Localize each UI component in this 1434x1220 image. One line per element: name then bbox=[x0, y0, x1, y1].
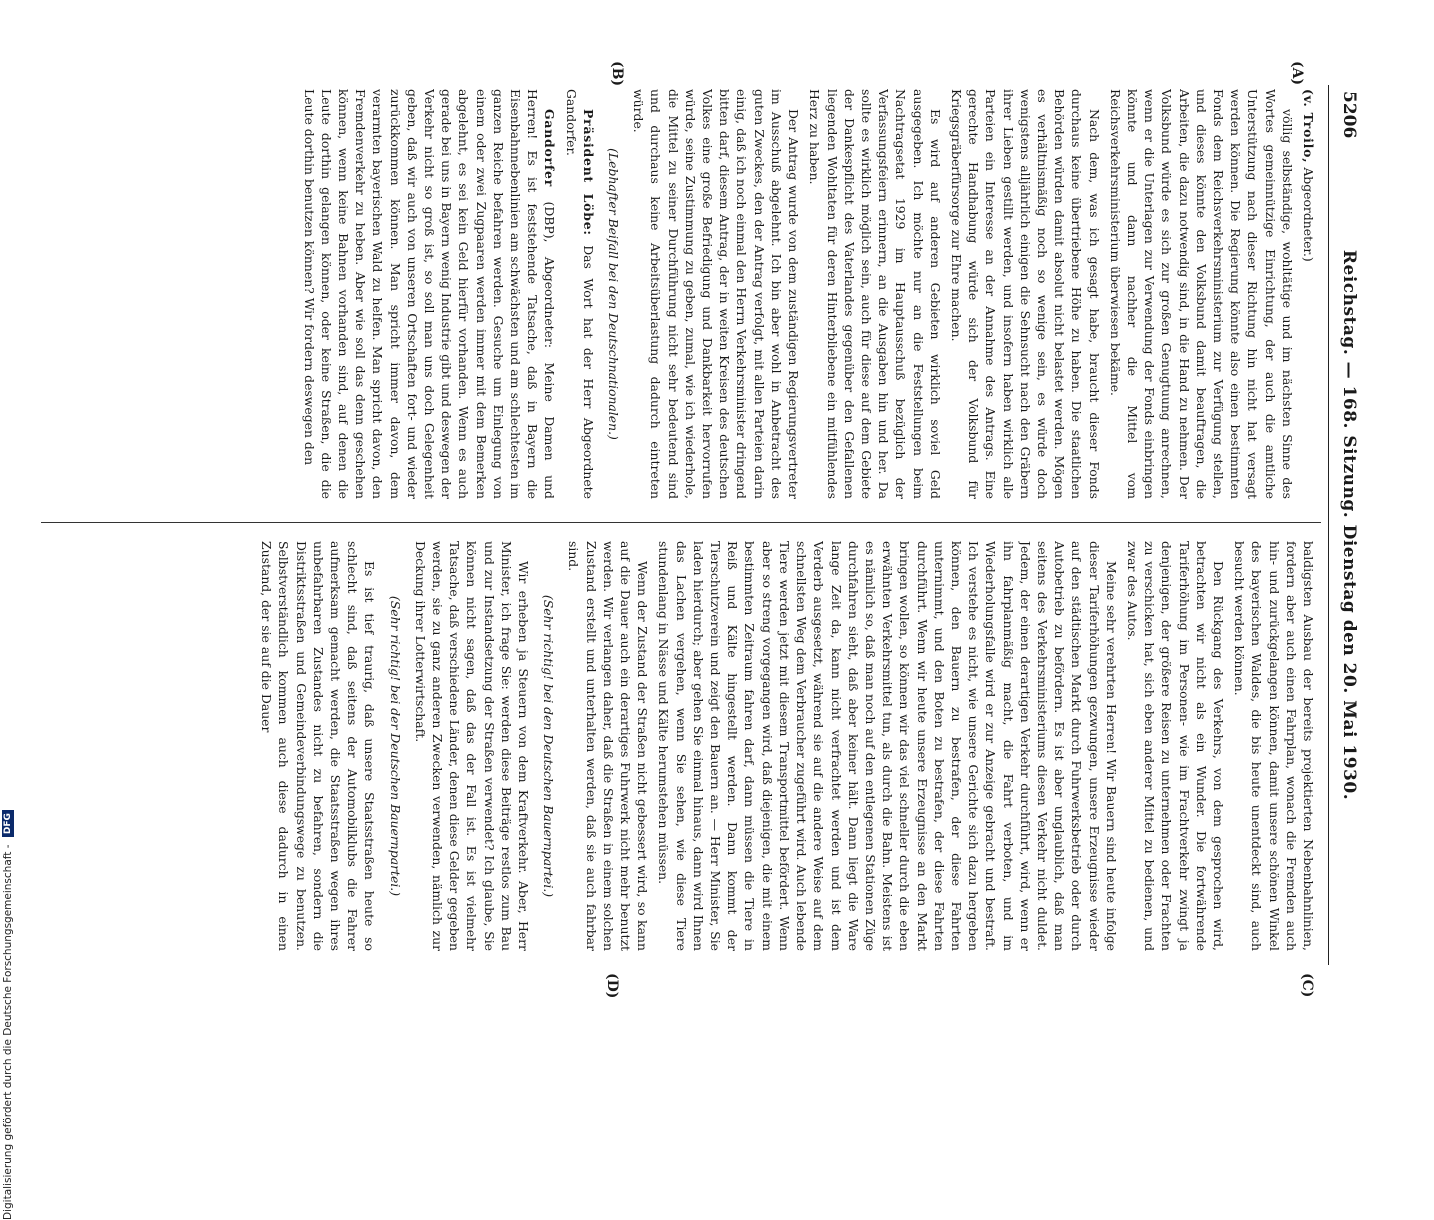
interjection-note: (Sehr richtig! bei der Deutschen Bauernpartei.) bbox=[387, 595, 403, 897]
left-column bbox=[47, 89, 1317, 499]
digitization-note-text: Digitalisierung gefördert durch die Deutsche Forschungsgemeinschaft - bbox=[2, 844, 14, 1220]
margin-marker-c: (C) bbox=[1299, 973, 1315, 998]
speech-paragraph bbox=[300, 89, 558, 499]
speech-paragraph bbox=[562, 89, 596, 499]
body-paragraph: Nach dem, was ich gesagt habe, braucht dieser Fonds durchaus keine übertriebene Höhe zu haben. Die staatlichen Behörden würden damit absolut nicht belastet werden. Mögen es verhältnismäßig noch so wenige sein, es würde doch wenigstens alljährlich einigen die Sehnsucht nach den Gräbern ihrer Lieben gestillt werden, und insofern haben wirklich alle Parteien ein Interesse an der Annahme des Antrags. Eine gerechte Handhabung würde sich der Volksbund für Kriegsgräberfürsorge zur Ehre machen. bbox=[948, 89, 1102, 499]
speaker-name: Präsident Löbe: bbox=[580, 109, 596, 236]
body-paragraph: Meine sehr verehrten Herren! Wir Bauern sind heute infolge dieser Tariferhöhungen gezwungen, unsere Erzeugnisse wieder auf den städtischen Markt durch Fuhrwerksbetrieb oder durch Autobetrieb zu befördern. Es ist aber unglaublich, daß man seitens des Verkehrsministeriums diesen Verkehr nicht duldet. Jedem, der einen derartigen Verkehr durchführt, wird, wenn er ihn fahrplanmäßig macht, die Fahrt verboten, und im Wiederholungsfalle wird er zur Anzeige gebracht und bestraft. Ich verstehe es nicht, wie unsere Gerichte sich dazu hergeben können, den Bauern zu bestrafen, der diese Fahrten unternimmt, und den Boten zu bestrafen, der diese Fahrten durchführt. Wenn wir heute unsere Erzeugnisse an den Markt bringen wollen, so können wir das viel schneller durch die eben erwähnten Verkehrsmittel tun, als durch die Bahn. Meistens ist es nämlich so, daß man noch auf den entlegenen Stationen Züge durchfahren sieht, daß aber keiner hält. Dann liegt die Ware lange Zeit da, kann nicht verfrachtet werden und ist dem Verderb ausgesetzt, während sie auf die andere Weise auf dem schnellsten Weg dem Verbraucher zugeführt wird. Auch lebende Tiere werden jetzt mit diesem Transportmittel befördert. Wenn aber so streng vorgegangen wird, daß diejenigen, die mit einem bestimmten Zeitraum fahren darf, dann müssen die Tiere in Reiß und Kälte hingestellt werden. Dann kommt der Tierschutzverein und zeigt den Bauern an. — Herr Minister, Sie laden hierdurch; aber gehen Sie einmal hinaus, dann wird Ihnen das Lachen vergehen, wenn Sie sehen, wie diese Tiere stundenlang in Nässe und Kälte herumstehen müssen. bbox=[656, 541, 1119, 951]
digitization-note bbox=[2, 460, 18, 1220]
speaker-continuation bbox=[1300, 89, 1317, 499]
page-number: 5206 bbox=[1339, 91, 1359, 139]
body-paragraph: Es wird auf anderen Gebieten wirklich soviel Geld ausgegeben. Ich möchte nur an die Feststellungen beim Nachtragsetat 1929 im Hauptausschuß bezüglich der Verfassungsfeiern erinnern, an die Ausgaben hin und her. Da sollte es wirklich möglich sein, auch für diese auf dem Gebiete der Dankespflicht des Vaterlandes gegenüber den Gefallenen liegenden Wohltaten für deren Hinterbliebene ein mitfühlendes Herz zu haben. bbox=[807, 89, 943, 499]
margin-marker-b: (B) bbox=[609, 61, 625, 87]
speaker-role: Abgeordneter.) bbox=[1301, 167, 1316, 262]
body-paragraph: Den Rückgang des Verkehrs, von dem gesprochen wird, betrachten wir nicht als ein Wunder. Die fortwährende Tariferhöhung im Personen- wie im Frachtverkehr zwingt ja denjenigen, der größere Reisen zu unternehmen oder Frachten zu verschicken hat, sich eben anderer Mittel zu bedienen, und zwar des Autos. bbox=[1124, 541, 1226, 951]
document-page bbox=[35, 61, 1365, 999]
page-title: Reichstag. — 168. Sitzung. Dienstag den 20. Mai 1930. bbox=[1339, 249, 1359, 801]
right-column bbox=[47, 541, 1317, 951]
body-paragraph: baldigsten Ausbau der bereits projektierten Nebenbahnlinien, fordern aber auch einen Fahrplan, wonach die Fremden auch hin- und zurückgelangen können, damit unsere schönen Winkel des bayerischen Waldes, die bis heute unentdeckt sind, auch besucht werden können. bbox=[1232, 541, 1316, 951]
body-paragraph: Wir erheben ja Steuern von dem Kraftverkehr. Aber, Herr Minister, ich frage Sie: werden diese Beiträge restlos zum Bau und zur Instandsetzung der Straßen verwendet? Ich glaube, Sie können nicht sagen, daß das der Fall ist. Es ist vielmehr Tatsache, daß verschiedene Länder, denen diese Gelder gegeben werden, sie zu ganz anderen Zwecken verwenden, nämlich zur Deckung ihrer Lotterwirtschaft. bbox=[412, 541, 532, 951]
margin-marker-a: (A) bbox=[1289, 61, 1305, 86]
paragraph-text: (DBP), Abgeordneter: Meine Damen und Herren! Es ist feststehende Tatsache, daß in Bayern die Eisenbahnnebenlinien am schwächsten und am schlechtesten im ganzen Reiche befahren werden. Gesuche um Einlegung von einem oder zwei Zugpaaren werden immer mit dem Bemerken abgelehnt, es sei kein Geld hierfür vorhanden. Wenn es auch gerade bei uns in Bayern wenig Industrie gibt und deswegen der Verkehr nicht so groß ist, so soll man uns doch Gelegenheit geben, daß wir auch von unseren Ortschaften fort- und wieder zurückkommen können. Man spricht immer davon, dem verarmten bayerischen Wald zu helfen. Man spricht davon, den Fremdenverkehr zu heben. Aber wie soll das denn geschehen können, wenn keine Bahnen vorhanden sind, auf denen die Leute dorthin gelangen können, oder keine Straßen, die die Leute dorthin benutzen können? Wir fordern deswegen den bbox=[301, 89, 558, 499]
body-paragraph: völlig selbständige, wohltätige und im nächsten Sinne des Wortes gemeinnützige Einrichtung, der auch die amtliche Unterstützung nach dieser Richtung hin nicht hat versagt werden können. Die Regierung könnte also einen bestimmten Fonds dem Reichsverkehrsministerium zur Verfügung stellen, und dieses könnte den Volksbund damit beauftragen, die Arbeiten, die dazu notwendig sind, in die Hand zu nehmen. Der Volksbund würde es sich zur großen Genugtuung anrechnen, wenn er die Unterlagen zur Verwendung der Fonds einbringen könnte und dann nachher die Mittel vom Reichsverkehrsministerium überwiesen bekäme. bbox=[1107, 89, 1295, 499]
margin-marker-d: (D) bbox=[604, 973, 620, 999]
column-divider bbox=[41, 522, 1321, 523]
body-paragraph: Wenn der Zustand der Straßen nicht gebessert wird, so kann auf die Dauer auch ein derartiges Fuhrwerk nicht mehr benutzt werden. Wir verlangen daher, daß die Straßen in einem solchen Zustand erstellt und unterhalten werden, daß sie auch fahrbar sind. bbox=[566, 541, 651, 951]
speaker-name: Gandorfer bbox=[542, 109, 558, 188]
page-header bbox=[1328, 85, 1365, 965]
body-paragraph: Der Antrag wurde von dem zuständigen Regierungsvertreter im Ausschuß abgelehnt. Ich bin aber wohl in Anbetracht des guten Zweckes, den der Antrag verfolgt, mit allen Parteien darin einig, daß ich noch einmal den Herrn Verkehrsminister dringend bitten darf, diesem Antrag, der in weiten Kreisen des deutschen Volkes eine große Befriedigung und Dankbarkeit hervorrufen würde, seine Zustimmung zu geben, zumal, wie ich wiederhole, die Mittel zu seiner Durchführung nicht sehr bedeutend sind und durchaus keine Arbeitsüberlastung dadurch eintreten würde. bbox=[631, 89, 802, 499]
interjection-note: (Lebhafter Beifall bei den Deutschnationalen.) bbox=[606, 148, 622, 440]
body-paragraph: Es ist tief traurig, daß unsere Staatsstraßen heute so schlecht sind, daß seitens der Automobilklubs die Fahrer aufmerksam gemacht werden, die Staatsstraßen wegen ihres unbefahrbaren Zustandes nicht zu befahren, sondern die Distriktsstraßen und Gemeindeverbindungswege zu benutzen. Selbstverständlich kommen auch diese dadurch in einen Zustand, der sie auf die Dauer bbox=[259, 541, 378, 951]
interjection-note: (Sehr richtig! bei den Deutschen Bauernpartei.) bbox=[541, 594, 557, 898]
dfg-logo: DFG bbox=[2, 810, 14, 837]
paragraph-text: Das Wort hat der Herr Abgeordnete Gandorfer. bbox=[563, 89, 596, 499]
speaker-name: (v. Troilo, bbox=[1301, 89, 1316, 164]
